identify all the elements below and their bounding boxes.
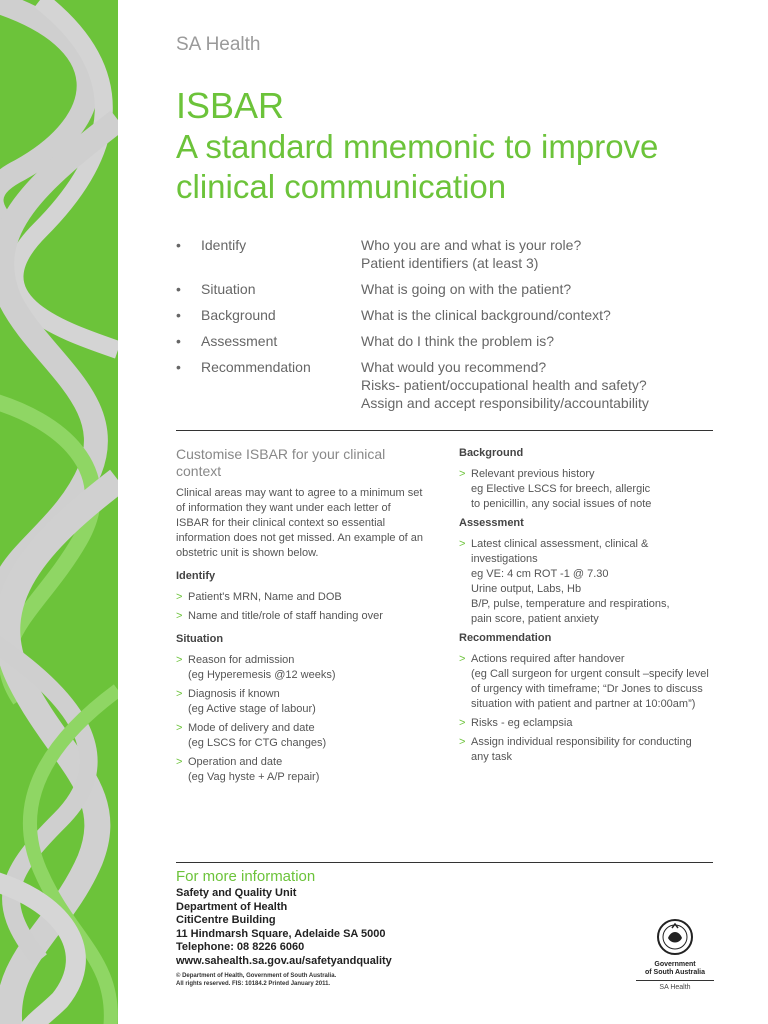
item-line: (eg Call surgeon for urgent consult –specify level	[471, 668, 709, 680]
mnemonic-term: Situation	[201, 281, 256, 297]
item-line: Relevant previous history	[471, 468, 595, 480]
item-line: investigations	[471, 553, 538, 565]
item-line: any task	[471, 751, 512, 763]
mnemonic-row-situation	[176, 280, 716, 298]
contact-building: CitiCentre Building	[176, 914, 276, 926]
decorative-sidebar	[0, 0, 118, 1024]
mnemonic-description	[361, 236, 716, 272]
mnemonic-list	[176, 236, 716, 420]
item-line: Latest clinical assessment, clinical &	[471, 538, 649, 550]
item-line: situation with patient and partner at 10:00am”)	[471, 698, 696, 710]
item-line: to penicillin, any social issues of note	[471, 498, 652, 510]
item-line: Patient's MRN, Name and DOB	[188, 591, 342, 603]
mnemonic-row-identify	[176, 236, 716, 272]
list-item	[176, 653, 426, 683]
list-item	[176, 590, 426, 605]
mnemonic-term: Recommendation	[201, 359, 311, 375]
intro-paragraph: Clinical areas may want to agree to a minimum set of information they want under each letter of ISBAR for their clinical context so essential information does not get missed. An example of an obstetric unit is shown below.	[176, 487, 424, 559]
chevron-right-icon: >	[459, 468, 466, 480]
chevron-right-icon: >	[176, 610, 183, 622]
left-column	[176, 446, 426, 789]
section-heading-assessment: Assessment	[459, 517, 524, 529]
government-line-2: of South Australia	[644, 969, 706, 976]
chevron-right-icon: >	[176, 654, 183, 666]
item-line: (eg Vag hyste + A/P repair)	[188, 771, 320, 783]
legal-line: All rights reserved. FIS: 10184.2 Printed January 2011.	[176, 981, 331, 987]
item-line: Assign individual responsibility for conducting	[471, 736, 692, 748]
chevron-right-icon: >	[459, 736, 466, 748]
description-line: Patient identifiers (at least 3)	[361, 255, 539, 271]
bullet-icon: •	[176, 307, 181, 323]
mnemonic-term: Assessment	[201, 333, 278, 349]
item-line: pain score, patient anxiety	[471, 613, 599, 625]
mnemonic-description	[361, 280, 716, 298]
description-line: Assign and accept responsibility/accountability	[361, 395, 649, 411]
chevron-right-icon: >	[176, 722, 183, 734]
footer-divider	[176, 862, 713, 863]
contact-block	[176, 868, 392, 988]
mnemonic-description	[361, 332, 716, 350]
customise-heading: Customise ISBAR for your clinical context	[176, 446, 386, 479]
mnemonic-row-background	[176, 306, 716, 324]
section-heading-situation: Situation	[176, 633, 224, 645]
government-sub-label: SA Health	[659, 984, 691, 991]
item-line: Reason for admission	[188, 654, 295, 666]
bullet-icon: •	[176, 237, 181, 253]
section-heading-identify: Identify	[176, 570, 216, 582]
contact-department: Department of Health	[176, 900, 288, 913]
legal-notice	[176, 972, 392, 988]
chevron-right-icon: >	[176, 591, 183, 603]
list-item	[459, 716, 721, 731]
item-line: (eg Hyperemesis @12 weeks)	[188, 669, 336, 681]
description-line: What is the clinical background/context?	[361, 307, 611, 323]
chevron-right-icon: >	[459, 653, 466, 665]
contact-telephone: Telephone: 08 8226 6060	[176, 941, 305, 953]
page-subtitle: A standard mnemonic to improve clinical communication	[176, 128, 659, 205]
list-item	[176, 609, 426, 624]
item-line: Operation and date	[188, 756, 283, 768]
mnemonic-term: Background	[201, 307, 276, 323]
list-item	[176, 755, 426, 785]
description-line: What is going on with the patient?	[361, 281, 572, 297]
logo-divider	[636, 980, 714, 981]
list-item	[459, 537, 721, 627]
description-line: Risks- patient/occupational health and safety?	[361, 377, 647, 393]
item-line: (eg Active stage of labour)	[188, 703, 316, 715]
mnemonic-description	[361, 358, 716, 412]
government-line-1: Government	[654, 961, 696, 968]
contact-website-link[interactable]: www.sahealth.sa.gov.au/safetyandquality	[176, 954, 392, 967]
section-divider	[176, 430, 713, 431]
government-logo	[634, 918, 716, 992]
chevron-right-icon: >	[459, 538, 466, 550]
contact-address: 11 Hindmarsh Square, Adelaide SA 5000	[176, 927, 386, 940]
item-line: eg VE: 4 cm ROT -1 @ 7.30	[471, 568, 609, 580]
brand-label: SA Health	[176, 34, 261, 55]
description-line: Who you are and what is your role?	[361, 237, 582, 253]
description-line: What would you recommend?	[361, 359, 547, 375]
bullet-icon: •	[176, 359, 181, 375]
list-item	[459, 467, 721, 512]
legal-line: © Department of Health, Government of South Australia.	[176, 973, 337, 979]
list-item	[176, 721, 426, 751]
list-item	[459, 652, 721, 712]
mnemonic-description	[361, 306, 716, 324]
item-line: Risks - eg eclampsia	[471, 717, 573, 729]
item-line: B/P, pulse, temperature and respirations,	[471, 598, 670, 610]
list-item	[176, 687, 426, 717]
list-item	[459, 735, 721, 765]
chevron-right-icon: >	[459, 717, 466, 729]
item-line: Name and title/role of staff handing over	[188, 610, 383, 622]
right-column	[459, 446, 721, 769]
item-line: Urine output, Labs, Hb	[471, 583, 582, 595]
page-title: ISBAR	[176, 85, 285, 126]
item-line: Mode of delivery and date	[188, 722, 315, 734]
mnemonic-row-recommendation	[176, 358, 716, 412]
item-line: Diagnosis if known	[188, 688, 280, 700]
item-line: (eg LSCS for CTG changes)	[188, 737, 327, 749]
contact-heading: For more information	[176, 868, 316, 885]
item-line: eg Elective LSCS for breech, allergic	[471, 483, 651, 495]
description-line: What do I think the problem is?	[361, 333, 554, 349]
section-heading-recommendation: Recommendation	[459, 632, 552, 644]
item-line: of urgency with timeframe; “Dr Jones to discuss	[471, 683, 703, 695]
mnemonic-row-assessment	[176, 332, 716, 350]
item-line: Actions required after handover	[471, 653, 625, 665]
chevron-right-icon: >	[176, 756, 183, 768]
chevron-right-icon: >	[176, 688, 183, 700]
coat-of-arms-icon	[655, 918, 695, 956]
ribbon-pattern	[0, 0, 118, 1024]
bullet-icon: •	[176, 333, 181, 349]
bullet-icon: •	[176, 281, 181, 297]
contact-unit: Safety and Quality Unit	[176, 887, 297, 899]
mnemonic-term: Identify	[201, 237, 247, 253]
section-heading-background: Background	[459, 447, 524, 459]
